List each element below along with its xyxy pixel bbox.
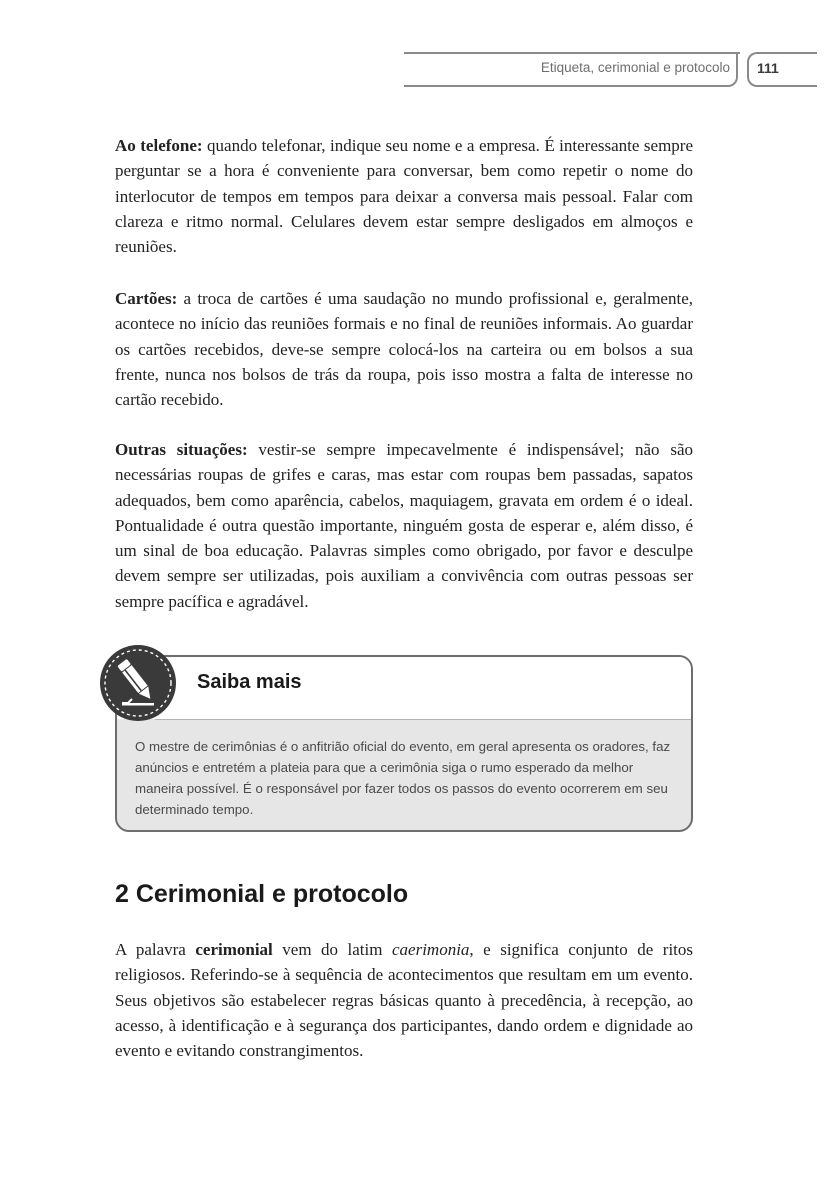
paragraph-text: quando telefonar, indique seu nome e a empresa. É interessante sempre perguntar se a hora é conveniente para conversar, bem como repetir o nome do interlocutor de tempos em tempos para deixar a conversa mais pessoal. Falar com clareza e ritmo normal. Celulares devem estar sempre desligados em almoços e reuniões. <box>115 136 693 257</box>
paragraph-telefone <box>115 133 693 259</box>
paragraph-cartoes <box>115 286 693 412</box>
paragraph-text: vestir-se sempre impecavelmente é indispensável; não são necessárias roupas de grifes e caras, mas estar com roupas bem passadas, sapatos adequados, bem como aparência, cabelos, maquiagem, gravata em ordem é o ideal. Pontualidade é outra questão importante, ninguém gosta de esperar e, além disso, é um sinal de boa educação. Palavras simples como obrigado, por favor e desculpe devem sempre ser utilizadas, pois auxiliam a convivência com outras pessoas ser sempre pacífica e agradável. <box>115 440 693 611</box>
pencil-icon <box>98 643 178 723</box>
term-bold: cerimonial <box>195 940 273 959</box>
paragraph-lead: Cartões: <box>115 289 178 308</box>
paragraph-lead: Outras situações: <box>115 440 248 459</box>
paragraph-text: A palavra <box>115 940 196 959</box>
paragraph-text: a troca de cartões é uma saudação no mundo profissional e, geralmente, acontece no início das reuniões formais e no final de reuniões informais. Ao guardar os cartões recebidos, deve-se sempre colocá-los na carteira ou em bolsos a sua frente, nunca nos bolsos de trás da roupa, pois isso mostra a falta de interesse no cartão recebido. <box>115 289 693 410</box>
saiba-mais-box <box>115 655 693 832</box>
section-heading: 2 Cerimonial e protocolo <box>115 880 409 908</box>
saiba-mais-text: O mestre de cerimônias é o anfitrião oficial do evento, em geral apresenta os oradores, faz anúncios e entretém a plateia para que a cerimônia siga o rumo esperado da melhor maneira possível. É o responsável por fazer todos os passos do evento ocorrerem em seu determinado tempo. <box>135 739 671 817</box>
paragraph-text: , e significa conjunto de ritos religiosos. Referindo-se à sequência de acontecimentos que resultam em um evento. Seus objetivos são estabelecer regras básicas quanto à precedência, à recepção, ao acesso, à identificação e à segurança dos participantes, dando ordem e dignidade ao evento e evitando constrangimentos. <box>115 940 694 1061</box>
term-italic: caerimonia <box>391 940 470 959</box>
running-title: Etiqueta, cerimonial e protocolo <box>540 60 730 75</box>
paragraph-cerimonial <box>115 937 693 1063</box>
paragraph-text: vem do latim <box>272 940 392 959</box>
paragraph-lead: Ao telefone: <box>115 136 203 155</box>
saiba-mais-divider <box>155 719 691 720</box>
page-number: 111 <box>757 60 779 76</box>
paragraph-outras <box>115 437 693 614</box>
saiba-mais-title: Saiba mais <box>197 671 302 693</box>
